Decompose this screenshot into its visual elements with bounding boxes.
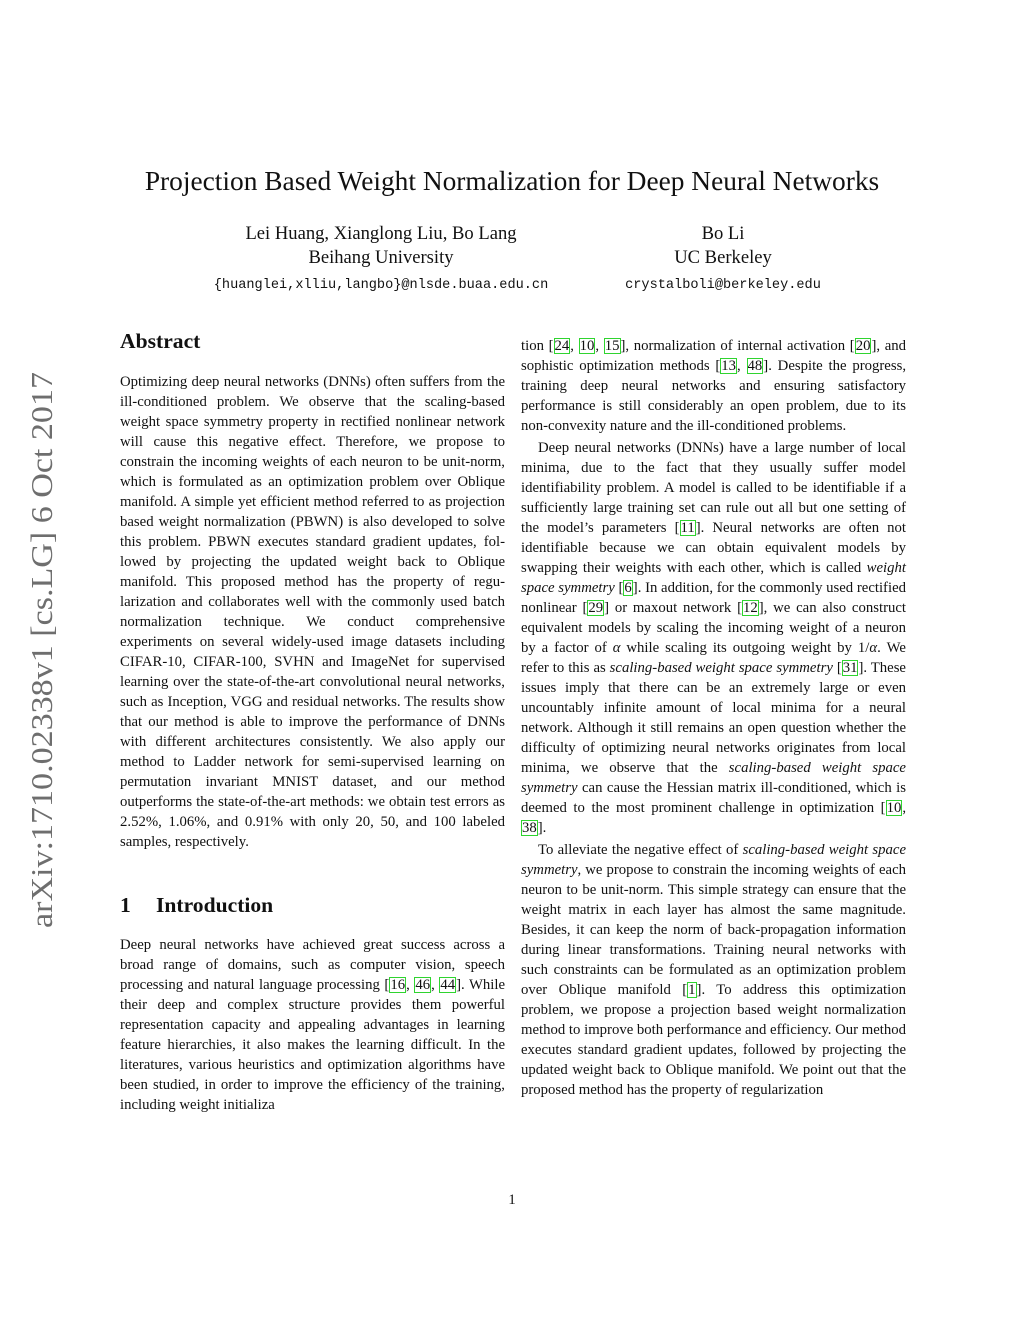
text-run: ]. Neural networks are often not identifiable because we can obtain equivalent models by swapping their weights with each other, which is called <box>521 520 907 576</box>
text-run: ]. Despite the progress, training deep neural networks and ensuring satisfactory performance is still considerably an open problem, due to its non-convexity nature and the ill-conditioned problems. <box>521 358 907 434</box>
citation-link[interactable]: 13 <box>721 358 737 374</box>
arxiv-identifier-stamp <box>12 368 68 930</box>
math-symbol: α <box>612 640 621 656</box>
text-run: ]. In addition, for the commonly used rectified nonlinear [ <box>521 580 906 616</box>
text-run: ]. These issues imply that there can be an extremely large or even uncountably infinite amount of local minima for a neural network. Although it still remains an open question whether the difficulty of optimizing neural networks originates from local minima, we observe that the <box>521 660 906 776</box>
text-run: , <box>431 977 440 993</box>
author-affiliation: Beihang University <box>308 247 454 268</box>
text-run: Deep neural networks have achieved great success across a broad range of domains, such as computer vision, speech processing and natural language processing [ <box>120 937 505 993</box>
citation-link[interactable]: 11 <box>680 520 695 536</box>
text-run: ] or maxout network [ <box>604 600 742 616</box>
citation-link[interactable]: 31 <box>842 660 858 676</box>
citation-link[interactable]: 6 <box>624 580 632 596</box>
citation-link[interactable]: 16 <box>390 977 406 993</box>
citation-link[interactable]: 48 <box>747 358 763 374</box>
intro-paragraph-2 <box>521 438 906 838</box>
paper-title: Projection Based Weight Normalization for Deep Neural Networks <box>144 166 880 196</box>
section-number: 1 <box>120 893 131 917</box>
author-names: Bo Li <box>701 223 745 244</box>
section-title: Introduction <box>156 893 274 917</box>
text-run: , <box>570 338 579 354</box>
author-names: Lei Huang, Xianglong Liu, Bo Lang <box>245 223 517 244</box>
citation-link[interactable]: 10 <box>886 800 902 816</box>
text-run: To alleviate the negative effect of <box>538 842 743 858</box>
text-run: ], and sophistic optimization methods [ <box>521 338 907 374</box>
text-run: , we propose to constrain the incoming weights of each neuron to be unit-norm. This simple strategy can ensure that the weight matrix in each layer has almost the same magnitude. Besides, it can keep the norm of back-propagation information during linear transformations. Training neural networks with such constraints can be formulated as an optimization problem over Oblique manifold [ <box>521 862 906 998</box>
emphasis-text: scaling-based weight space symmetry <box>609 660 833 676</box>
citation-link[interactable]: 24 <box>554 338 570 354</box>
author-email: crystalboli@berkeley.edu <box>625 278 821 293</box>
intro-paragraph-3 <box>521 840 906 1100</box>
citation-link[interactable]: 44 <box>440 977 456 993</box>
emphasis-text: scaling-based weight space symmetry <box>521 842 906 878</box>
text-run: ]. <box>537 820 547 836</box>
text-run: Deep neural networks (DNNs) have a large number of local minima, due to the fact that they usually suffer model identifiability problem. A model is called to be identifiable if a sufficiently large training set can rule out all but one setting of the model’s parameters [ <box>521 440 906 536</box>
author-group-1 <box>196 222 566 296</box>
citation-link[interactable]: 20 <box>855 338 871 354</box>
text-run: while scaling its outgoing weight by 1/ <box>620 640 870 656</box>
citation-link[interactable]: 46 <box>415 977 431 993</box>
abstract-heading: Abstract <box>120 329 201 353</box>
citation-link[interactable]: 10 <box>579 338 595 354</box>
text-run: can cause the Hessian matrix ill-conditioned, which is deemed to the most prominent challenge in optimization [ <box>521 780 906 816</box>
intro-paragraph-1 <box>120 935 505 1115</box>
text-run: , <box>902 800 906 816</box>
text-run: tion [ <box>521 338 554 354</box>
text-run: ], we can also construct equivalent models by scaling the incoming weight of a neuron by a factor of <box>521 600 906 656</box>
text-run: ], normalization of internal activation [ <box>620 338 855 354</box>
math-symbol: α <box>869 640 878 656</box>
emphasis-text: weight space symmetry <box>521 560 906 596</box>
arxiv-stamp-svg <box>12 368 68 930</box>
citation-link[interactable]: 15 <box>604 338 620 354</box>
abstract-paragraph: Optimizing deep neural networks (DNNs) often suffers from the ill-conditioned problem. We observe that the scaling-based weight space symmetry property in rectified nonlinear network will cause this negative effect. Therefore, we propose to constrain the incoming weights of each neuron to be unit-norm, which is formulated as an optimization problem over Oblique manifold. A simple yet efficient method referred to as projection based weight normalization (PBWN) is also developed to solve this problem. PBWN executes standard gradient updates, followed by projecting the updated weight back to Oblique manifold. This proposed method has the property of regularization and collaborates well with the commonly used batch normalization technique. We conduct comprehensive experiments on several widely-used image datasets including CIFAR-10, CIFAR-100, SVHN and ImageNet for supervised learning over the state-of-the-art convolutional neural networks, such as Inception, VGG and residual networks. The results show that our method is able to improve the performance of DNNs with different architectures consistently. We also apply our method to Ladder network for semi-supervised learning on permutation invariant MNIST dataset, and our method outperforms the state-of-the-art methods: we obtain test errors as 2.52%, 1.06%, and 0.91% with only 20, 50, and 100 labeled samples, respectively. <box>120 374 505 850</box>
page-number: 1 <box>508 1192 516 1208</box>
citation-link[interactable]: 29 <box>588 600 604 616</box>
text-run: , <box>737 358 747 374</box>
text-run: . We refer to this as <box>521 640 906 676</box>
citation-link[interactable]: 38 <box>522 820 537 836</box>
author-group-2 <box>610 222 836 296</box>
text-run: ]. To address this optimization problem, we propose a projection based weight normalization method to improve both performance and efficiency. Our method executes standard gradient updates, followed by projecting the updated weight back to Oblique manifold. We point out that the proposed method has the property of regularization <box>521 982 907 1098</box>
citation-link[interactable]: 12 <box>743 600 758 616</box>
intro-paragraph-1-continued <box>521 336 906 436</box>
text-run: [ <box>614 580 624 596</box>
emphasis-text: scaling-based weight space symmetry <box>521 760 906 796</box>
text-run: , <box>595 338 604 354</box>
right-column <box>521 336 906 1100</box>
author-email: {huanglei,xlliu,langbo}@nlsde.buaa.edu.cn <box>213 278 549 293</box>
citation-link[interactable]: 1 <box>688 982 696 998</box>
introduction-heading <box>120 890 505 920</box>
arxiv-stamp-text: arXiv:1710.02338v1 [cs.LG] 6 Oct 2017 <box>25 429 59 928</box>
text-run: [ <box>832 660 842 676</box>
author-affiliation: UC Berkeley <box>674 247 772 268</box>
left-column <box>120 326 505 1115</box>
text-run: ]. While their deep and complex structure provides them powerful representation capacity and appealing advantages in learning feature hierarchies, it also makes the learning difficult. In the literatures, various heuristics and optimization algorithms have been studied, in order to improve the efficiency of the training, including weight initializa <box>120 977 506 1113</box>
text-run: , <box>406 977 415 993</box>
